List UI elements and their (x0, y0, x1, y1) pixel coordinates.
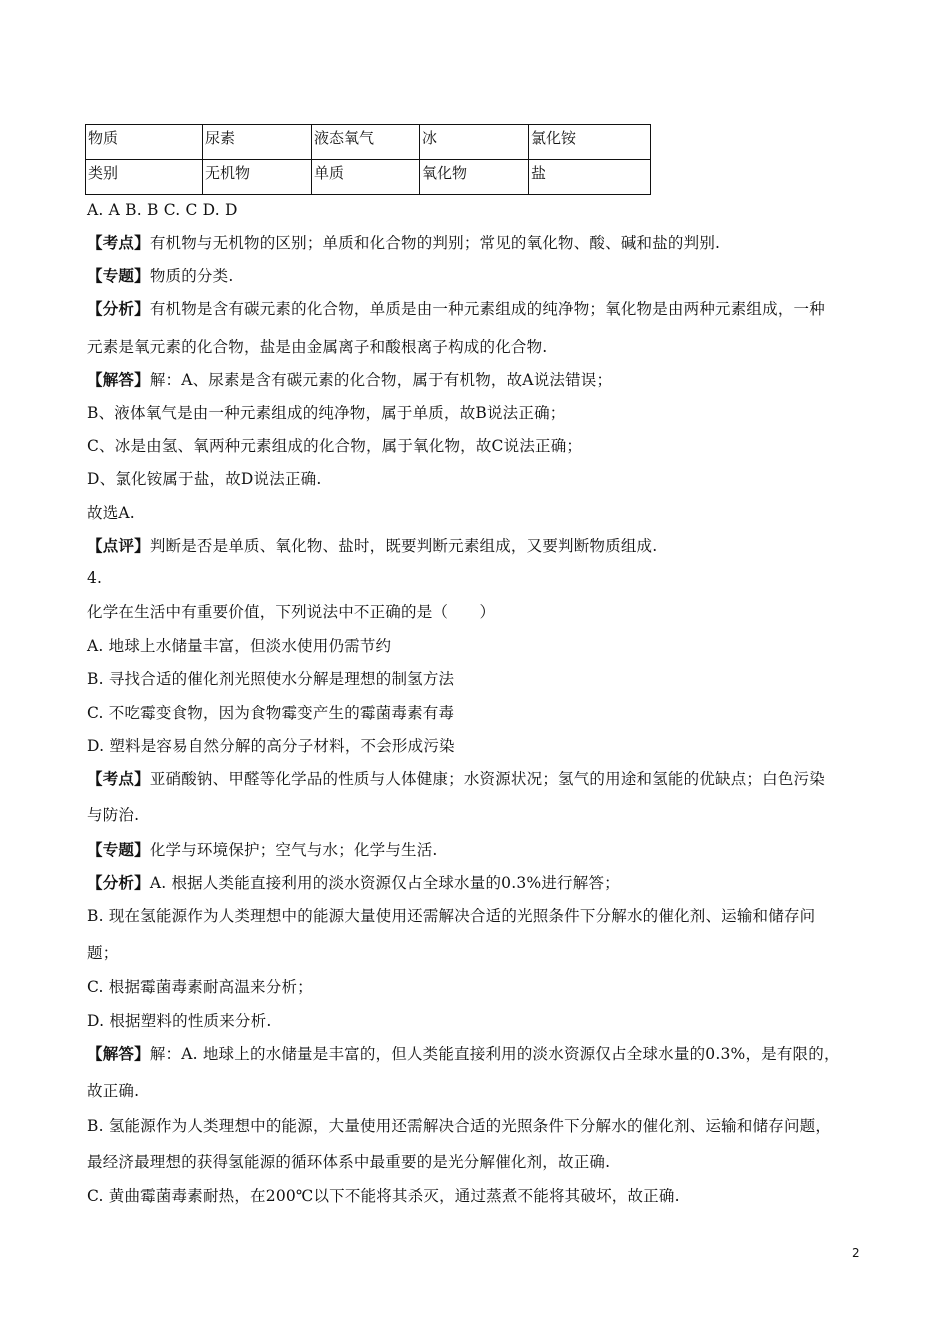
q4-option-c: C. 不吃霉变食物，因为食物霉变产生的霉菌毒素有毒 (87, 704, 455, 722)
q4-option-a: A. 地球上水储量丰富，但淡水使用仍需节约 (87, 637, 392, 655)
section-tag: 【解答】 (87, 1044, 150, 1063)
section-tag: 【解答】 (87, 370, 150, 389)
section-tag: 【专题】 (87, 266, 150, 285)
q3-fenxi-cont: 元素是氧元素的化合物，盐是由金属离子和酸根离子构成的化合物. (87, 338, 548, 356)
q4-jieda-c: C. 黄曲霉菌毒素耐热，在200℃以下不能将其杀灭，通过蒸煮不能将其破坏，故正确. (87, 1187, 680, 1205)
q4-fenxi-b: B. 现在氢能源作为人类理想中的能源大量使用还需解决合适的光照条件下分解水的催化剂、运输和储存问 (87, 907, 816, 925)
q4-kaodian (87, 769, 825, 789)
section-tag: 【考点】 (87, 769, 150, 788)
section-text: 物质的分类. (149, 267, 234, 285)
table-cell: 氯化铵 (529, 125, 651, 160)
q3-jieda (87, 370, 612, 390)
q4-jieda-a-cont: 故正确. (87, 1082, 140, 1100)
section-tag: 【分析】 (87, 873, 150, 892)
classification-table (85, 124, 651, 195)
q3-options: A. A B. B C. C D. D (87, 201, 238, 219)
q3-dianping (87, 536, 657, 556)
q4-fenxi-c: C. 根据霉菌毒素耐高温来分析； (87, 978, 313, 996)
q4-jieda-b-cont: 最经济最理想的获得氢能源的循环体系中最重要的是光分解催化剂，故正确. (87, 1153, 611, 1171)
q3-jieda-c: C、冰是由氢、氧两种元素组成的化合物，属于氧化物，故C说法正确； (87, 437, 583, 455)
q4-jieda-b: B. 氢能源作为人类理想中的能源，大量使用还需解决合适的光照条件下分解水的催化剂、运输和储存问题， (87, 1117, 832, 1135)
q4-option-b: B. 寻找合适的催化剂光照使水分解是理想的制氢方法 (87, 670, 455, 688)
q4-kaodian-cont: 与防治. (87, 806, 140, 824)
section-text: A. 根据人类能直接利用的淡水资源仅占全球水量的0.3%进行解答； (149, 874, 620, 892)
q4-fenxi (87, 873, 620, 893)
section-text: 化学与环境保护；空气与水；化学与生活. (149, 841, 438, 859)
section-tag: 【考点】 (87, 233, 150, 252)
section-tag: 【点评】 (87, 536, 150, 555)
table-cell: 冰 (420, 125, 529, 160)
q3-kaodian (87, 233, 720, 253)
q4-number: 4. (87, 569, 103, 587)
table-row (86, 160, 651, 195)
table-cell: 无机物 (203, 160, 312, 195)
section-tag: 【专题】 (87, 840, 150, 859)
section-tag: 【分析】 (87, 299, 150, 318)
q4-option-d: D. 塑料是容易自然分解的高分子材料，不会形成污染 (87, 737, 455, 755)
table-row (86, 125, 651, 160)
page-number: 2 (852, 1246, 860, 1260)
section-text: 有机物与无机物的区别；单质和化合物的判别；常见的氧化物、酸、碱和盐的判别. (149, 234, 721, 252)
section-text: 亚硝酸钠、甲醛等化学品的性质与人体健康；水资源状况；氢气的用途和氢能的优缺点；白色污染 (149, 770, 825, 788)
q4-fenxi-b-cont: 题； (87, 944, 119, 962)
section-text: 判断是否是单质、氧化物、盐时，既要判断元素组成，又要判断物质组成. (149, 537, 658, 555)
q4-stem: 化学在生活中有重要价值，下列说法中不正确的是（ ） (87, 603, 496, 621)
section-text: 解：A、尿素是含有碳元素的化合物，属于有机物，故A说法错误； (149, 371, 613, 389)
table-cell: 盐 (529, 160, 651, 195)
table-cell: 物质 (86, 125, 203, 160)
section-text: 解：A. 地球上的水储量是丰富的，但人类能直接利用的淡水资源仅占全球水量的0.3%，是有限的， (149, 1045, 840, 1063)
table-cell: 液态氧气 (312, 125, 420, 160)
q3-zhuanti (87, 266, 233, 286)
q4-fenxi-d: D. 根据塑料的性质来分析. (87, 1012, 272, 1030)
table-cell: 氧化物 (420, 160, 529, 195)
q3-jieda-d: D、氯化铵属于盐，故D说法正确. (87, 470, 322, 488)
q3-fenxi (87, 299, 825, 319)
q3-jieda-b: B、液体氧气是由一种元素组成的纯净物，属于单质，故B说法正确； (87, 404, 566, 422)
q4-jieda (87, 1044, 840, 1064)
q3-answer: 故选A. (87, 504, 135, 522)
table-cell: 类别 (86, 160, 203, 195)
q4-zhuanti (87, 840, 438, 860)
section-text: 有机物是含有碳元素的化合物，单质是由一种元素组成的纯净物；氧化物是由两种元素组成，一种 (149, 300, 825, 318)
table-cell: 尿素 (203, 125, 312, 160)
table-cell: 单质 (312, 160, 420, 195)
